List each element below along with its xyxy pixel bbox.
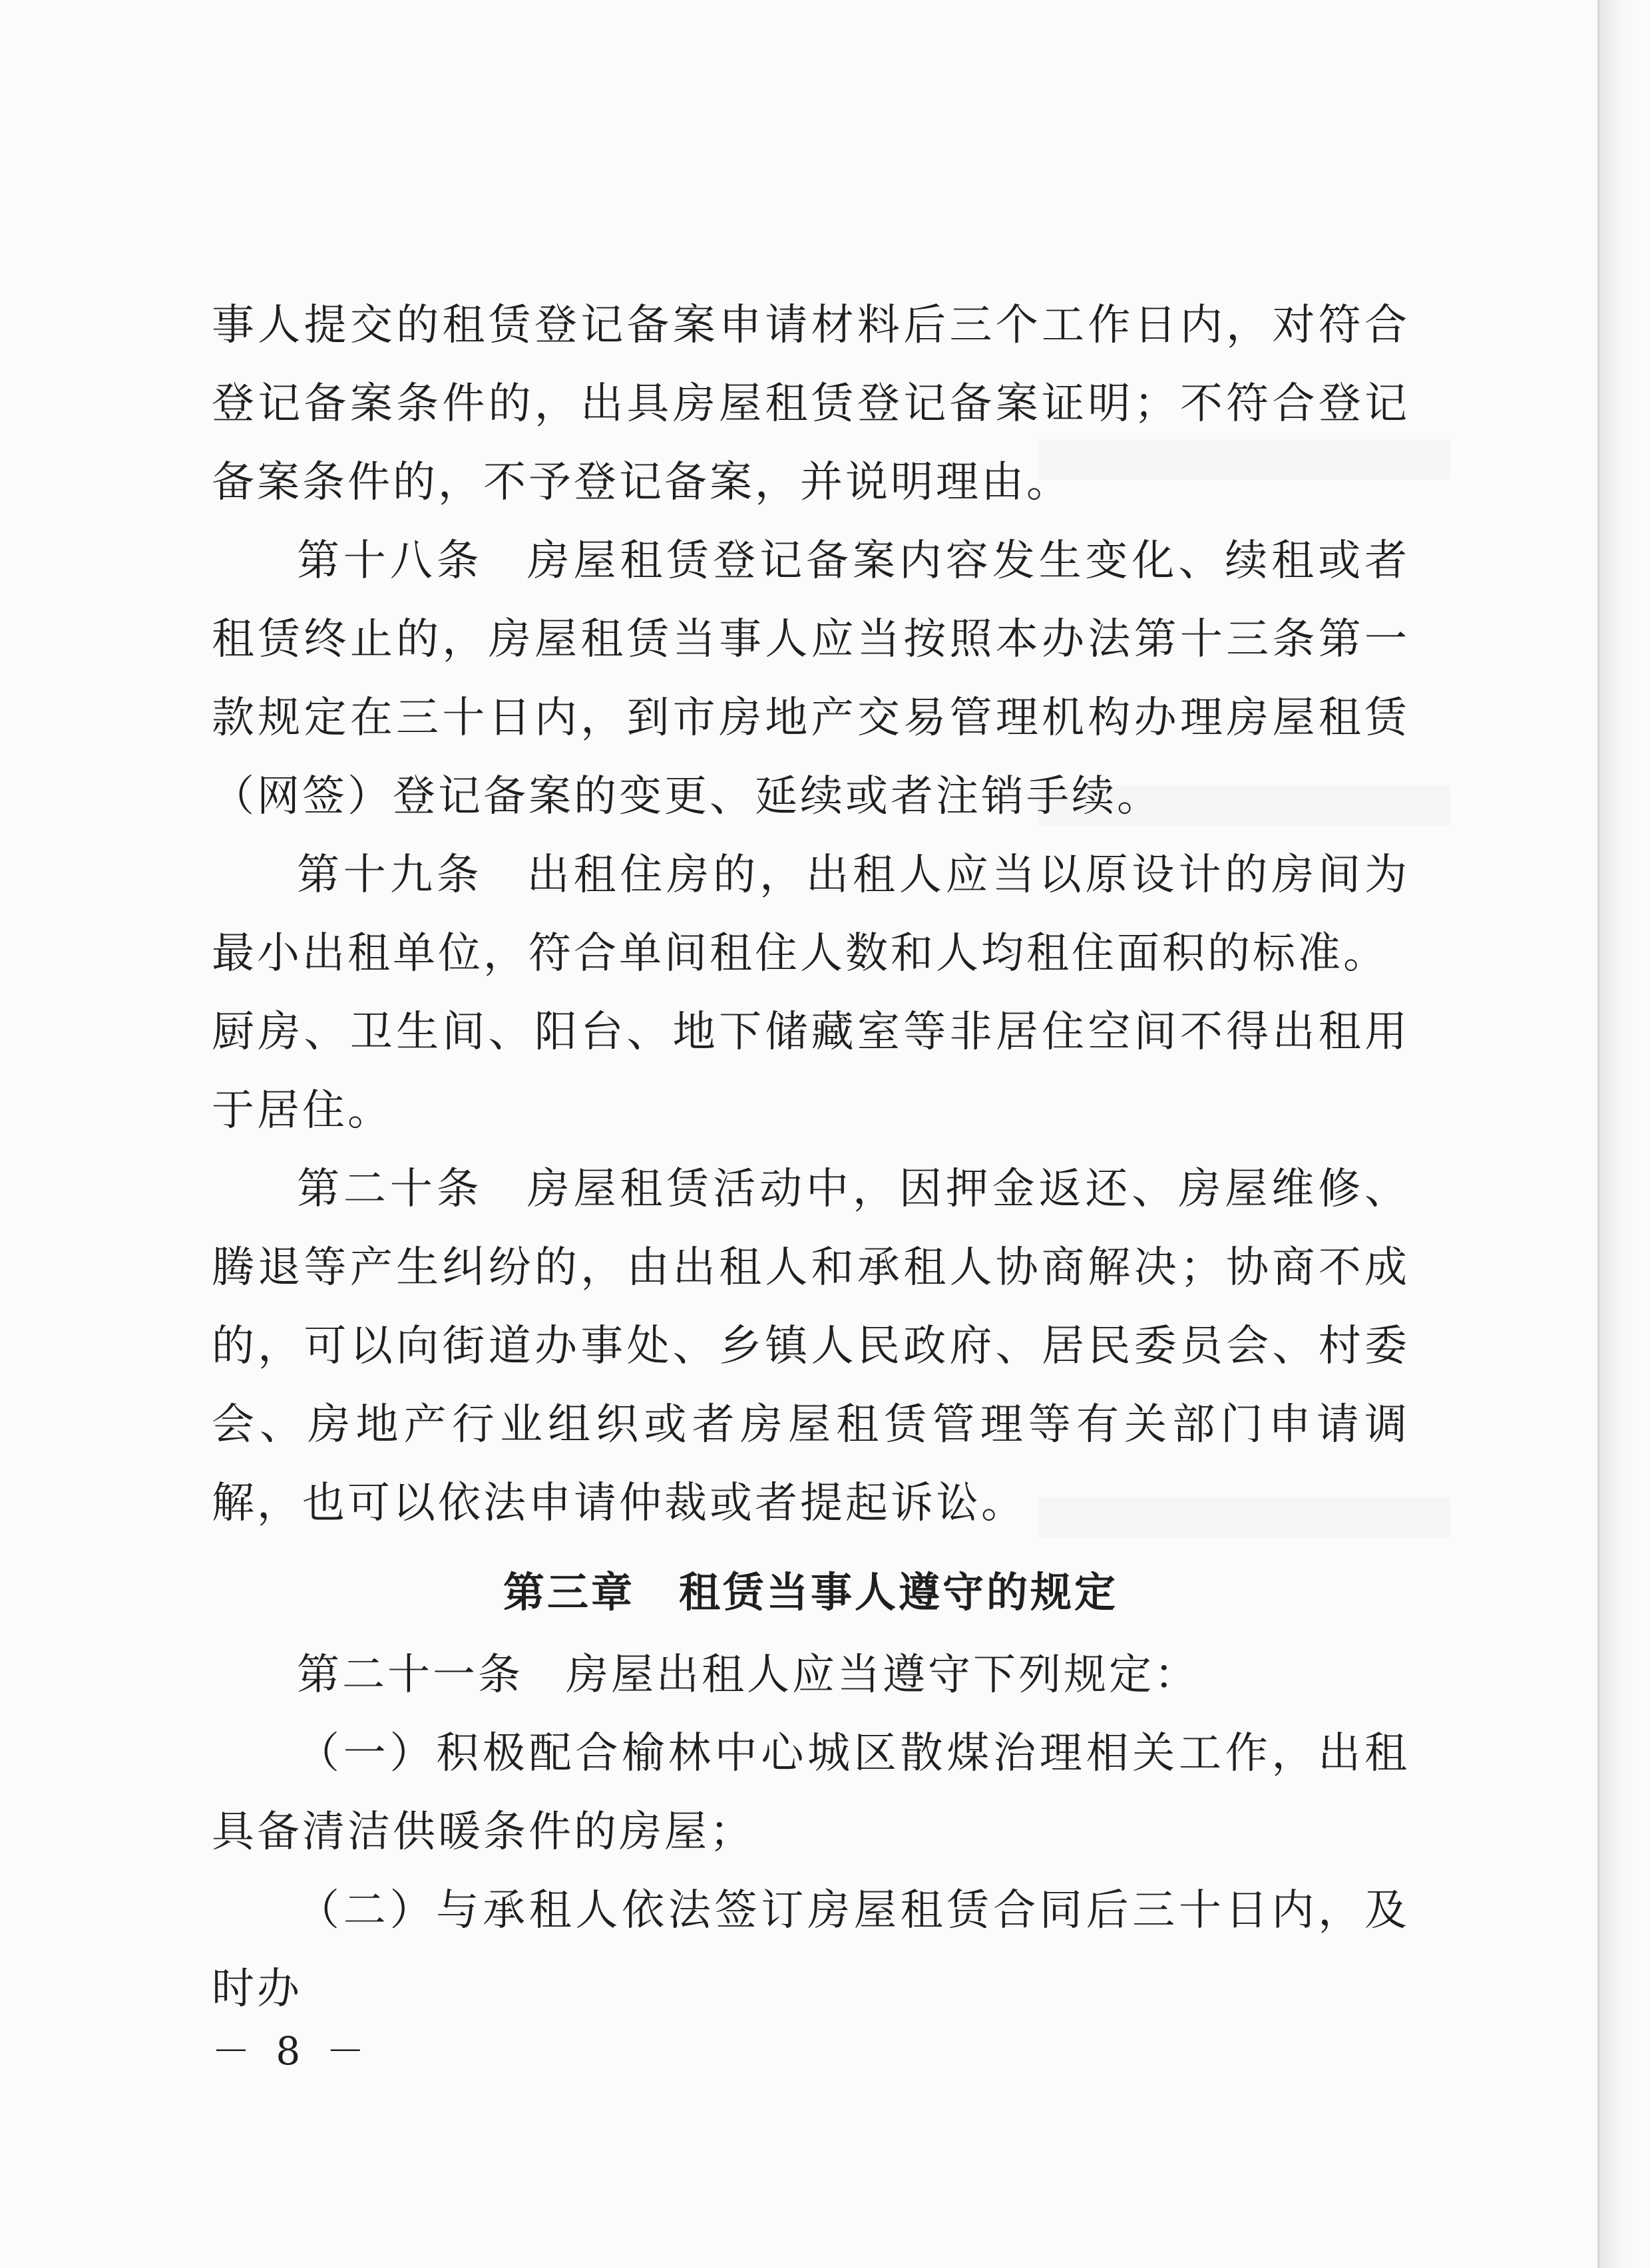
article-number: 第二十条 — [297, 1165, 483, 1214]
list-item-1 — [212, 1714, 1410, 1871]
article-19 — [212, 836, 1410, 993]
article-number: 第十八条 — [297, 536, 483, 586]
chapter-heading: 第三章 租赁当事人遵守的规定 — [503, 1568, 1118, 1616]
article-20 — [212, 1150, 1410, 1543]
article-text: 房屋出租人应当遵守下列规定： — [566, 1650, 1199, 1700]
paragraph-text: 厨房、卫生间、阳台、地下储藏室等非居住空间不得出租用于居住。 — [212, 1008, 1410, 1135]
paragraph-text: 事人提交的租赁登记备案申请材料后三个工作日内，对符合登记备案条件的，出具房屋租赁登记备案证明；不符合登记备案条件的，不予登记备案，并说明理由。 — [212, 301, 1410, 507]
list-item-text: （二）与承租人依法签订房屋租赁合同后三十日内，及时办 — [212, 1886, 1410, 2014]
paragraph-continuation — [212, 286, 1410, 522]
list-item-2 — [212, 1871, 1410, 2028]
article-18 — [212, 522, 1410, 836]
article-text: 房屋租赁登记备案内容发生变化、续租或者租赁终止的，房屋租赁当事人应当按照本办法第十三条第一款规定在三十日内，到市房地产交易管理机构办理房屋租赁（网签）登记备案的变更、延续或者注销手续。 — [212, 536, 1410, 821]
page-number: － 8 － — [212, 2028, 371, 2074]
page-edge-shadow — [1597, 0, 1650, 2268]
article-number: 第十九条 — [297, 850, 483, 900]
list-item-text: （一）积极配合榆林中心城区散煤治理相关工作，出租具备清洁供暖条件的房屋； — [212, 1729, 1410, 1857]
article-number: 第二十一条 — [297, 1650, 523, 1700]
paragraph-nonresidential — [212, 993, 1410, 1150]
document-body — [212, 286, 1410, 2028]
article-text: 出租住房的，出租人应当以原设计的房间为最小出租单位，符合单间租住人数和人均租住面积的标准。 — [212, 850, 1410, 978]
article-text: 房屋租赁活动中，因押金返还、房屋维修、腾退等产生纠纷的，由出租人和承租人协商解决；协商不成的，可以向街道办事处、乡镇人民政府、居民委员会、村委会、房地产行业组织或者房屋租赁管理等有关部门申请调解，也可以依法申请仲裁或者提起诉讼。 — [212, 1165, 1410, 1528]
article-21 — [212, 1636, 1410, 1714]
